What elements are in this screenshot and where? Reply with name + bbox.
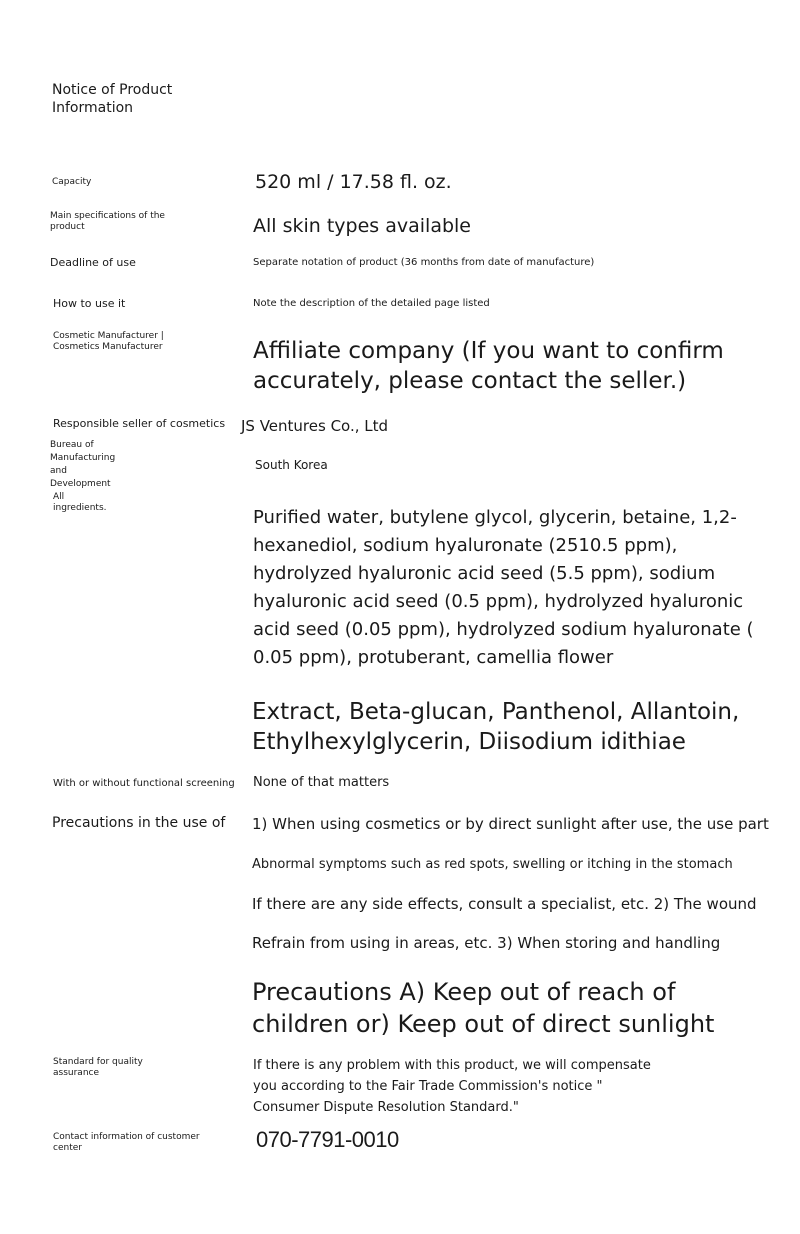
precautions-label: Precautions in the use of (52, 815, 226, 831)
main-spec-value: All skin types available (253, 215, 471, 237)
main-spec-label: Main specifications of the product (50, 211, 165, 232)
how-to-use-label: How to use it (53, 297, 126, 310)
contact-phone: 070-7791-0010 (256, 1127, 399, 1152)
quality-value: If there is any problem with this product, we will compensate you according to the Fair Trade Commission's notice " Consumer Dispute Resolution Standard." (253, 1058, 651, 1115)
contact-label: Contact information of customer center (53, 1132, 200, 1153)
deadline-label: Deadline of use (50, 256, 136, 269)
seller-label: Responsible seller of cosmetics (53, 417, 226, 430)
precautions-line-5: Precautions A) Keep out of reach of children or) Keep out of direct sunlight (252, 978, 715, 1038)
capacity-value: 520 ml / 17.58 fl. oz. (255, 171, 452, 193)
ingredients-label: All ingredients. (53, 492, 107, 513)
manufacturer-label: Cosmetic Manufacturer | Cosmetics Manufacturer (53, 331, 164, 352)
precautions-line-2: Abnormal symptoms such as red spots, swelling or itching in the stomach (252, 857, 733, 872)
capacity-label: Capacity (52, 177, 92, 187)
ingredients-value-2: Extract, Beta-glucan, Panthenol, Allantoin, Ethylhexylglycerin, Diisodium idithiae (252, 699, 740, 755)
bureau-value: South Korea (255, 458, 328, 472)
page-title: Notice of Product Information (52, 82, 173, 116)
how-to-use-value: Note the description of the detailed page listed (253, 298, 490, 309)
seller-value: JS Ventures Co., Ltd (241, 417, 389, 435)
ingredients-value-1: Purified water, butylene glycol, glycerin, betaine, 1,2- hexanediol, sodium hyaluronate (2510.5 ppm), hydrolyzed hyaluronic acid seed (5.5 ppm), sodium hyaluronic acid seed (0.5 ppm), hydrolyzed hyaluronic acid seed (0.05 ppm), hydrolyzed sodium hyaluronate ( 0.05 ppm), protuberant, camellia flower (253, 507, 754, 668)
precautions-line-3: If there are any side effects, consult a specialist, etc. 2) The wound (252, 895, 757, 913)
precautions-line-4: Refrain from using in areas, etc. 3) When storing and handling (252, 934, 721, 952)
quality-label: Standard for quality assurance (53, 1057, 143, 1078)
deadline-value: Separate notation of product (36 months from date of manufacture) (253, 257, 595, 268)
precautions-line-1: 1) When using cosmetics or by direct sunlight after use, the use part (252, 815, 769, 833)
bureau-label: Bureau of Manufacturing and Development (50, 440, 116, 489)
functional-value: None of that matters (253, 775, 390, 790)
manufacturer-value: Affiliate company (If you want to confirm accurately, please contact the seller.) (253, 338, 724, 394)
functional-label: With or without functional screening (53, 778, 235, 789)
